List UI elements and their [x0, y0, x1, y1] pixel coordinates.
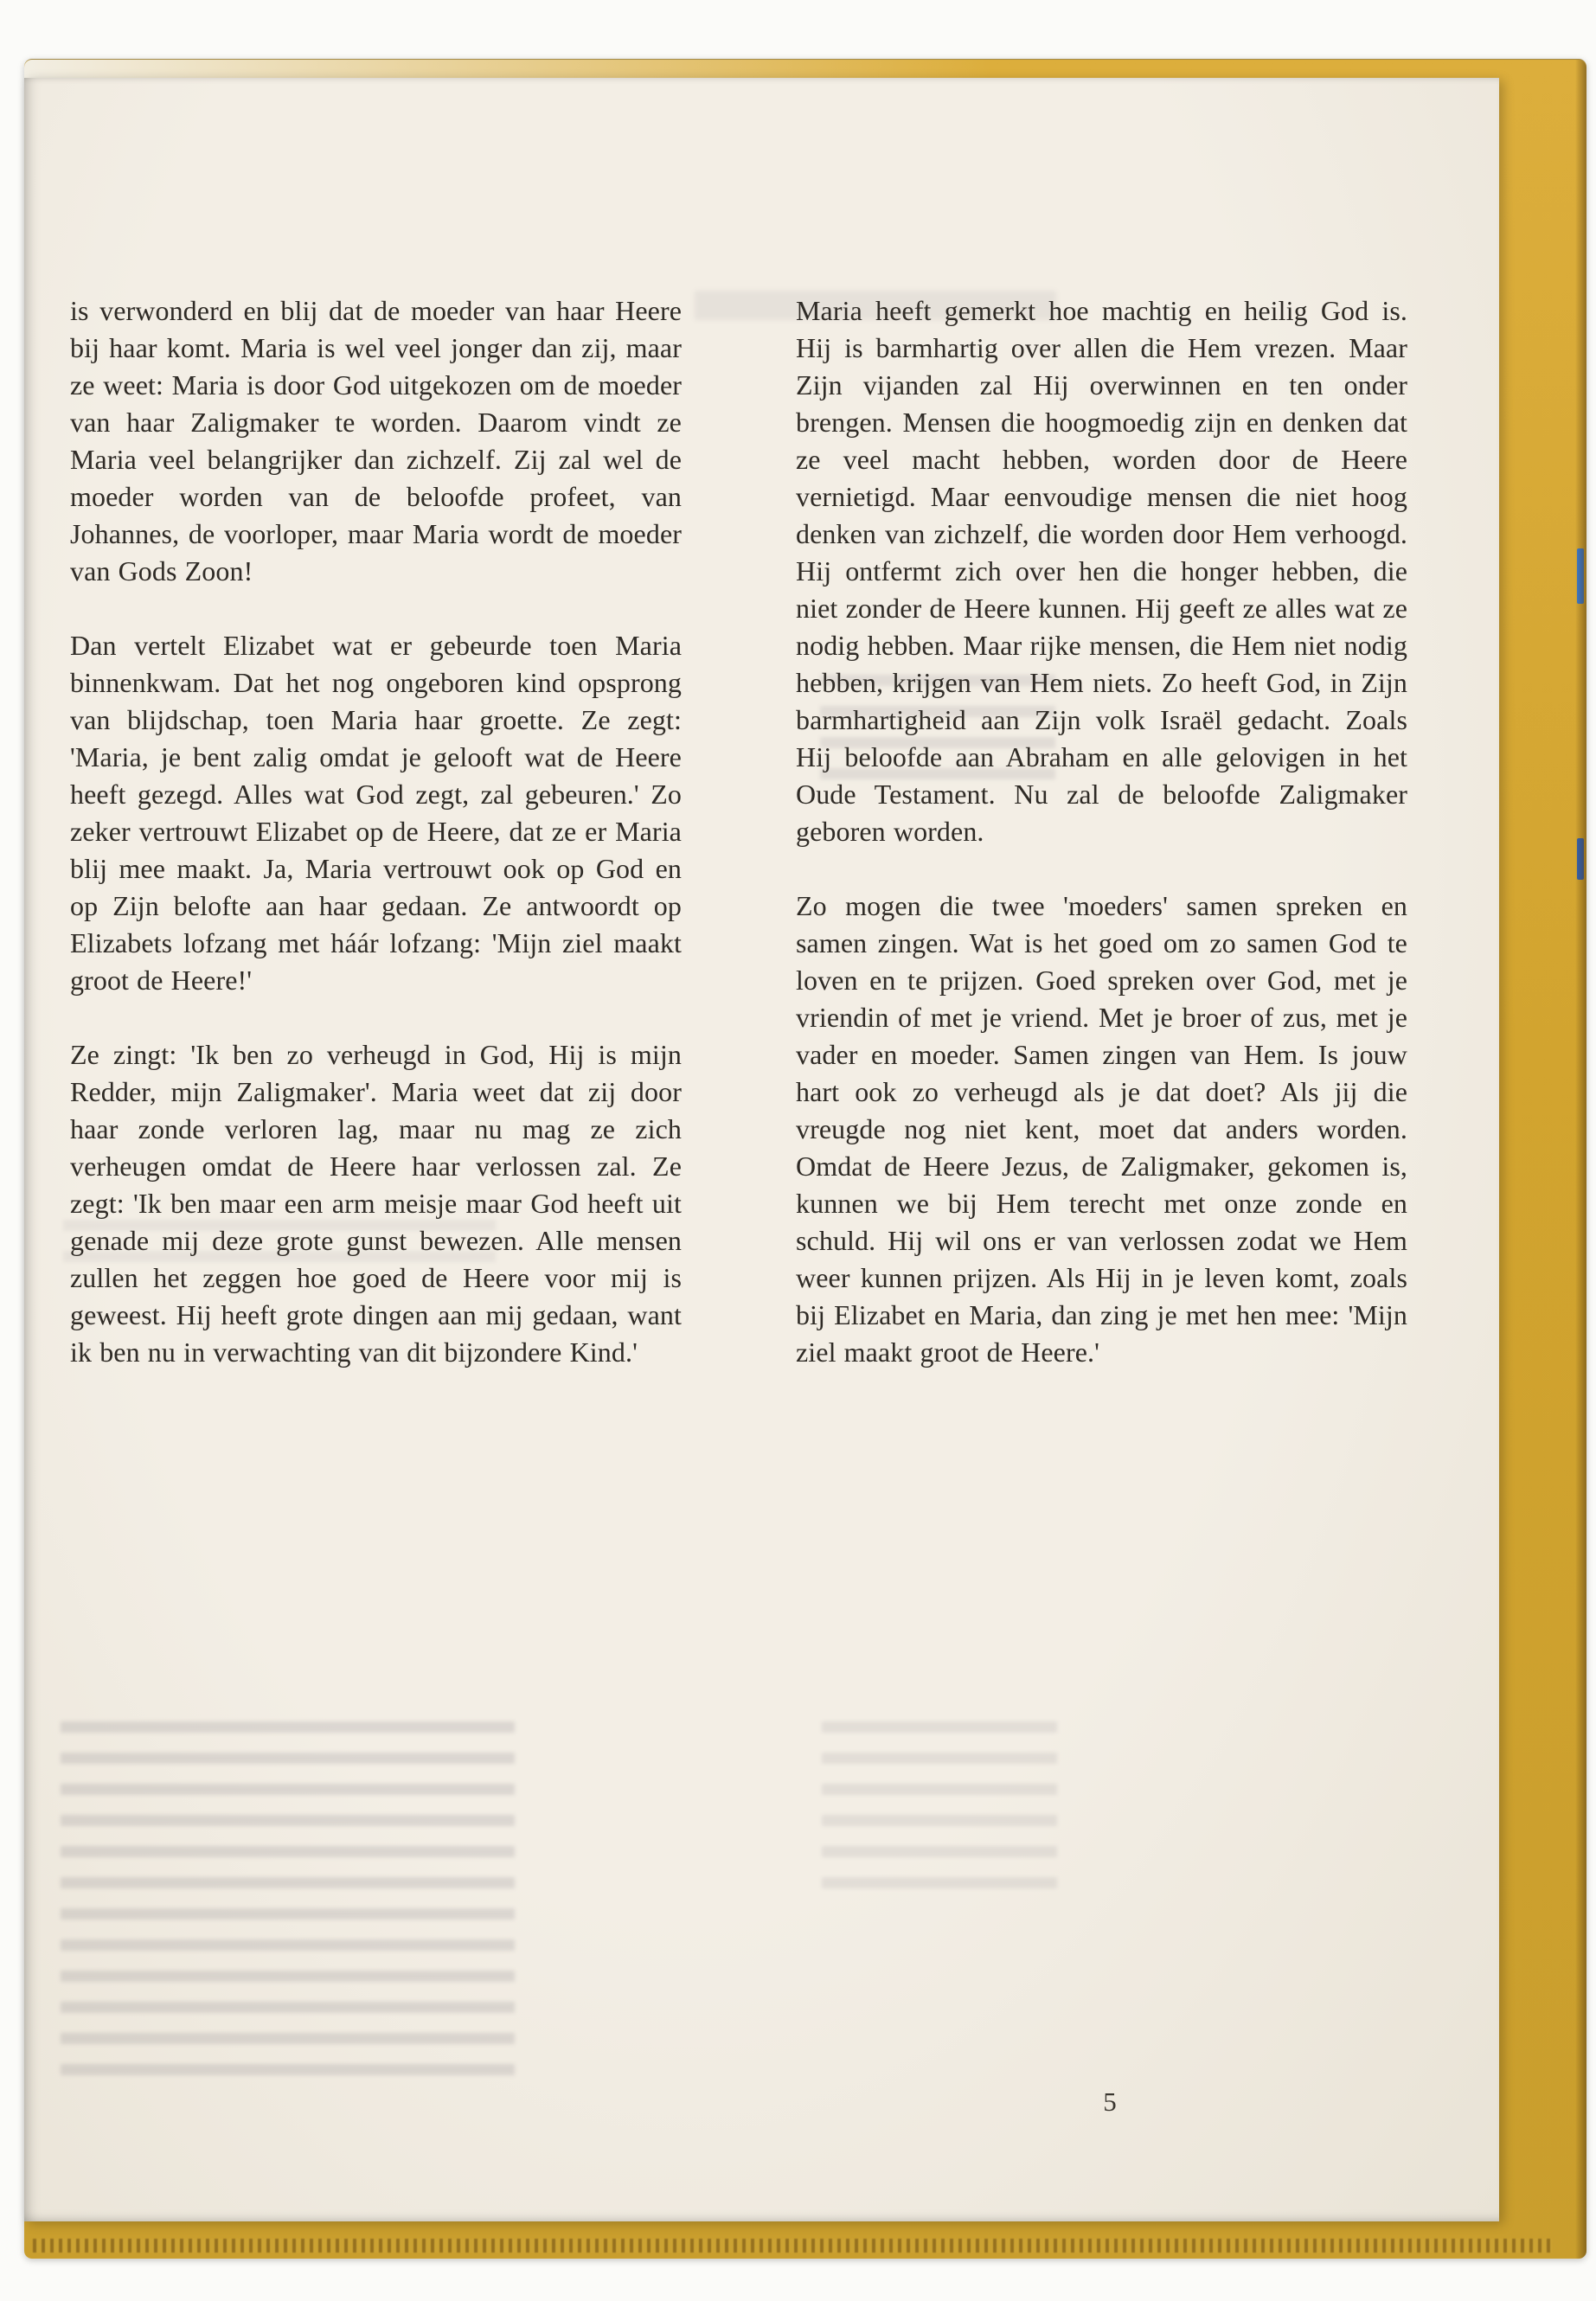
paragraph: Dan vertelt Elizabet wat er gebeurde toen Maria binnenkwam. Dat het nog ongeboren kind opsprong van blijdschap, toen Maria haar groette. Ze zegt: 'Maria, je bent zalig omdat je gelooft wat de Heere heeft gezegd. Alles wat God zegt, zal gebeuren.' Zo zeker vertrouwt Elizabet op de Heere, dat ze er Maria blij mee maakt. Ja, Maria vertrouwt ook op God en op Zijn belofte aan haar gedaan. Ze antwoordt op Elizabets lofzang met háár lofzang: 'Mijn ziel maakt groot de Heere!' — [70, 630, 682, 996]
right-column — [796, 292, 1407, 1371]
bleed-through-text — [61, 1721, 515, 2092]
paragraph: Zo mogen die twee 'moeders' samen spreken en samen zingen. Wat is het goed om zo samen God te loven en te prijzen. Goed spreken over God, met je vriendin of met je vriend. Met je broer of zus, met je vader en moeder. Samen zingen van Hem. Is jouw hart ook zo verheugd als je dat doet? Als jij die vreugde nog niet kent, moet dat anders worden. Omdat de Heere Jezus, de Zaligmaker, gekomen is, kunnen we bij Hem terecht met onze zonde en schuld. Hij wil ons er van verlossen zodat we Hem weer kunnen prijzen. Als Hij in je leven komt, zoals bij Elizabet en Maria, dan zing je met hen mee: 'Mijn ziel maakt groot de Heere.' — [796, 890, 1407, 1368]
cover-blue-mark — [1577, 838, 1584, 880]
page-number: 5 — [1103, 2086, 1117, 2117]
book-page — [24, 78, 1499, 2221]
bleed-through-text — [822, 1721, 1057, 1893]
paragraph: is verwonderd en blij dat de moeder van haar Heere bij haar komt. Maria is wel veel jonger dan zij, maar ze weet: Maria is door God uitgekozen om de moeder van haar Zaligmaker te worden. Daarom vindt ze Maria veel belangrijker dan zichzelf. Zij zal wel de moeder worden van de beloofde profeet, van Johannes, de voorloper, maar Maria wordt de moeder van Gods Zoon! — [70, 295, 682, 586]
paragraph: Maria heeft gemerkt hoe machtig en heilig God is. Hij is barmhartig over allen die Hem vrezen. Maar Zijn vijanden zal Hij overwinnen en ten onder brengen. Mensen die hoogmoedig zijn en denken dat ze veel macht hebben, worden door de Heere vernietigd. Maar eenvoudige mensen die niet hoog denken van zichzelf, die worden door Hem verhoogd. Hij ontfermt zich over hen die honger hebben, die niet zonder de Heere kunnen. Hij geeft ze alles wat ze nodig hebben. Maar rijke mensen, die Hem niet nodig hebben, krijgen van Hem niets. Zo heeft God, in Zijn barmhartigheid aan Zijn volk Israël gedacht. Zoals Hij beloofde aan Abraham en alle gelovigen in het Oude Testament. Nu zal de beloofde Zaligmaker geboren worden. — [796, 295, 1407, 847]
paragraph: Ze zingt: 'Ik ben zo verheugd in God, Hij is mijn Redder, mijn Zaligmaker'. Maria weet dat zij door haar zonde verloren lag, maar nu mag ze zich verheugen omdat de Heere haar verlossen zal. Ze zegt: 'Ik ben maar een arm meisje maar God heeft uit genade mij deze grote gunst bewezen. Alle mensen zullen het zeggen hoe goed de Heere voor mij is geweest. Hij heeft grote dingen aan mij gedaan, want ik ben nu in verwachting van dit bijzondere Kind.' — [70, 1039, 682, 1368]
text-columns — [70, 292, 1407, 1371]
left-column — [70, 292, 682, 1371]
cover-stitching — [33, 2239, 1552, 2253]
cover-blue-mark — [1577, 548, 1584, 604]
